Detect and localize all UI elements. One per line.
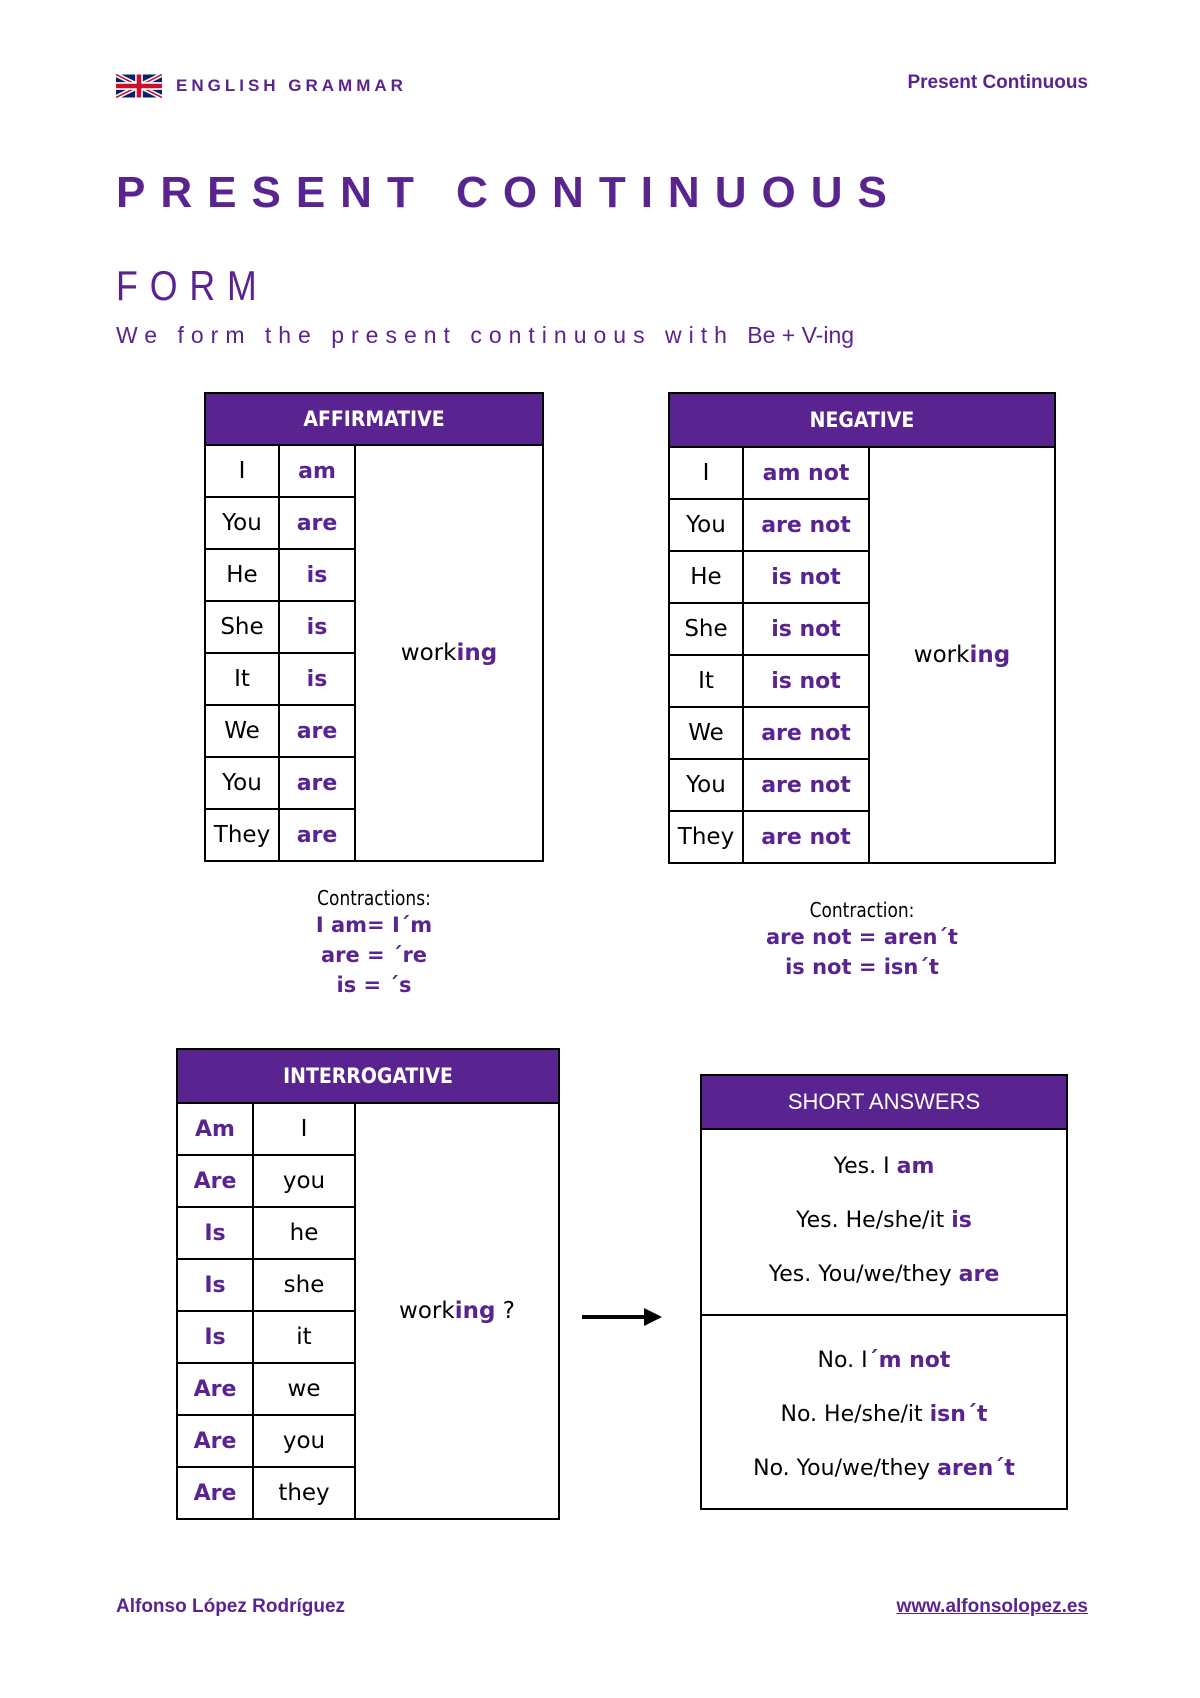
pronoun-cell: They xyxy=(669,811,743,863)
short-answer-line xyxy=(702,1388,1066,1442)
answer-verb: are xyxy=(958,1262,1000,1287)
short-answers-yes xyxy=(702,1130,1066,1314)
table-row xyxy=(669,447,1055,499)
answer-prefix: Yes. He/she/it xyxy=(796,1208,945,1233)
footer-website-link[interactable]: www.alfonsolopez.es xyxy=(896,1596,1088,1617)
verb-cell: Are xyxy=(177,1363,253,1415)
pronoun-cell: we xyxy=(253,1363,355,1415)
verb-cell: Are xyxy=(177,1467,253,1519)
form-subtitle-formula: Be + V-ing xyxy=(747,322,855,348)
pronoun-cell: She xyxy=(205,601,279,653)
verb-cell: are not xyxy=(743,499,869,551)
pronoun-cell: he xyxy=(253,1207,355,1259)
pronoun-cell: It xyxy=(205,653,279,705)
verb-stem: work xyxy=(399,1298,455,1324)
answer-prefix: Yes. I xyxy=(833,1154,890,1179)
affirmative-header: AFFIRMATIVE xyxy=(205,393,543,445)
form-subtitle-text: We form the present continuous with xyxy=(116,322,734,348)
answer-prefix: No. I xyxy=(817,1348,868,1373)
short-answers-box xyxy=(700,1074,1068,1510)
verb-cell: is xyxy=(279,549,355,601)
short-answer-line xyxy=(702,1140,1066,1194)
verb-stem: work xyxy=(400,640,457,666)
main-verb-cell xyxy=(355,1103,559,1519)
pronoun-cell: she xyxy=(253,1259,355,1311)
verb-stem: work xyxy=(913,642,970,668)
contractions-label: Contractions: xyxy=(317,886,431,910)
header-left xyxy=(116,74,407,98)
interrogative-table xyxy=(176,1048,560,1520)
verb-cell: are not xyxy=(743,707,869,759)
pronoun-cell: You xyxy=(669,499,743,551)
verb-cell: Are xyxy=(177,1155,253,1207)
contractions-label: Contraction: xyxy=(809,898,915,922)
main-verb-cell xyxy=(355,445,543,861)
verb-cell: is xyxy=(279,653,355,705)
short-answers-no xyxy=(702,1314,1066,1508)
verb-cell: Is xyxy=(177,1259,253,1311)
pronoun-cell: She xyxy=(669,603,743,655)
negative-table xyxy=(668,392,1056,864)
verb-cell: is not xyxy=(743,655,869,707)
pronoun-cell: He xyxy=(205,549,279,601)
pronoun-cell: We xyxy=(205,705,279,757)
pronoun-cell: They xyxy=(205,809,279,861)
verb-cell: are not xyxy=(743,811,869,863)
verb-ending: ing xyxy=(454,1298,496,1324)
page-title: PRESENT CONTINUOUS xyxy=(116,168,902,217)
table-row xyxy=(177,1103,559,1155)
pronoun-cell: It xyxy=(669,655,743,707)
form-subtitle xyxy=(116,322,854,349)
answer-verb: am xyxy=(896,1154,935,1179)
short-answer-line xyxy=(702,1248,1066,1302)
verb-cell: Is xyxy=(177,1311,253,1363)
pronoun-cell: He xyxy=(669,551,743,603)
verb-cell: is xyxy=(279,601,355,653)
pronoun-cell: You xyxy=(205,497,279,549)
negative-header: NEGATIVE xyxy=(669,393,1055,447)
contraction-line: is = ´s xyxy=(336,973,412,997)
verb-cell: am not xyxy=(743,447,869,499)
uk-flag-icon xyxy=(116,74,162,98)
verb-ending: ing xyxy=(969,642,1011,668)
form-heading: FORM xyxy=(116,262,269,309)
verb-cell: Is xyxy=(177,1207,253,1259)
pronoun-cell: I xyxy=(253,1103,355,1155)
verb-cell: are xyxy=(279,497,355,549)
verb-cell: are not xyxy=(743,759,869,811)
answer-prefix: Yes. You/we/they xyxy=(768,1262,952,1287)
answer-prefix: No. He/she/it xyxy=(780,1402,923,1427)
main-verb-cell xyxy=(869,447,1055,863)
right-arrow-icon xyxy=(582,1305,662,1329)
verb-cell: Am xyxy=(177,1103,253,1155)
answer-prefix: No. You/we/they xyxy=(753,1456,931,1481)
pronoun-cell: I xyxy=(205,445,279,497)
pronoun-cell: they xyxy=(253,1467,355,1519)
footer-author: Alfonso López Rodríguez xyxy=(116,1596,346,1617)
verb-cell: are xyxy=(279,809,355,861)
interrogative-header: INTERROGATIVE xyxy=(177,1049,559,1103)
header-label: ENGLISH GRAMMAR xyxy=(176,76,407,95)
verb-cell: is not xyxy=(743,603,869,655)
answer-verb: aren´t xyxy=(937,1456,1015,1481)
affirmative-contractions xyxy=(274,886,474,1000)
answer-verb: ´m not xyxy=(867,1348,951,1373)
verb-cell: are xyxy=(279,757,355,809)
header-topic: Present Continuous xyxy=(907,72,1088,93)
verb-cell: am xyxy=(279,445,355,497)
short-answer-line xyxy=(702,1194,1066,1248)
pronoun-cell: you xyxy=(253,1155,355,1207)
pronoun-cell: We xyxy=(669,707,743,759)
contraction-line: are = ´re xyxy=(320,943,428,967)
answer-verb: isn´t xyxy=(929,1402,988,1427)
short-answer-line xyxy=(702,1442,1066,1496)
answer-verb: is xyxy=(951,1208,972,1233)
question-mark: ? xyxy=(502,1298,515,1324)
contraction-line: are not = aren´t xyxy=(766,925,958,949)
verb-ending: ing xyxy=(456,640,498,666)
verb-cell: are xyxy=(279,705,355,757)
pronoun-cell: you xyxy=(253,1415,355,1467)
short-answers-header: SHORT ANSWERS xyxy=(702,1076,1066,1130)
negative-contractions xyxy=(742,898,982,982)
pronoun-cell: You xyxy=(205,757,279,809)
verb-cell: is not xyxy=(743,551,869,603)
pronoun-cell: it xyxy=(253,1311,355,1363)
contraction-line: is not = isn´t xyxy=(785,955,939,979)
pronoun-cell: You xyxy=(669,759,743,811)
pronoun-cell: I xyxy=(669,447,743,499)
contraction-line: I am= I´m xyxy=(315,913,433,937)
affirmative-table xyxy=(204,392,544,862)
table-row xyxy=(205,445,543,497)
verb-cell: Are xyxy=(177,1415,253,1467)
short-answer-line xyxy=(702,1334,1066,1388)
